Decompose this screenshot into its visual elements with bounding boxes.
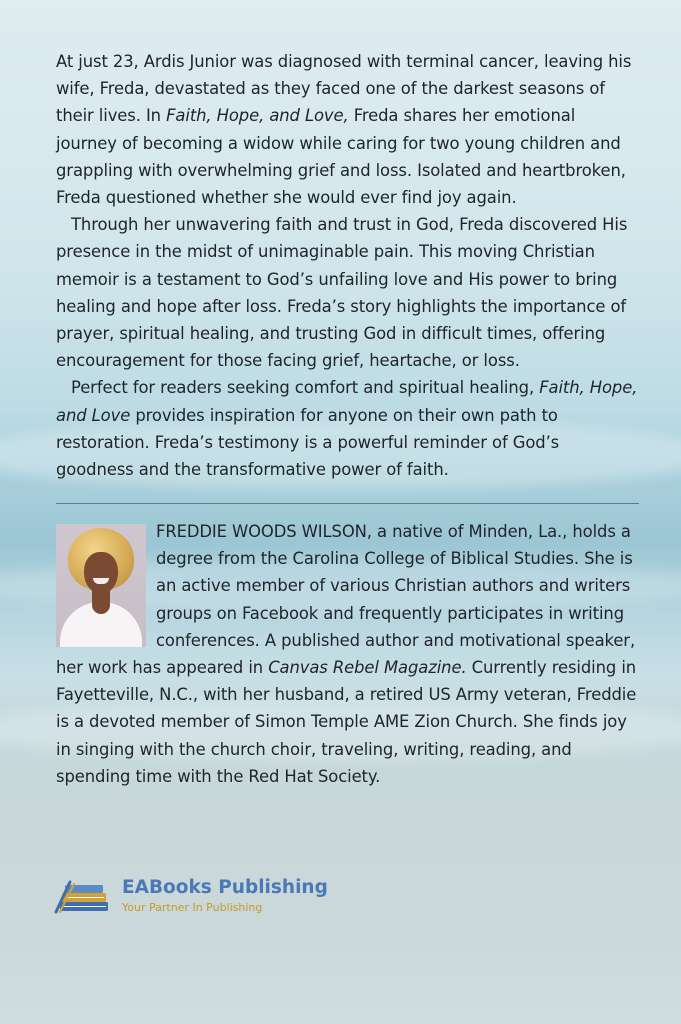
publisher-tagline: Your Partner In Publishing bbox=[122, 901, 263, 914]
author-bio-section bbox=[56, 518, 640, 790]
description-paragraph-1: At just 23, Ardis Junior was diagnosed with terminal cancer, leaving his wife, Freda, devastated as they faced one of the darkest seasons of their lives. In Faith, Hope, and Love, Freda shares her emotional journey of becoming a widow while caring for two young children and grappling with overwhelming grief and loss. Isolated and heartbroken, Freda questioned whether she would ever find joy again. bbox=[56, 52, 632, 208]
description-paragraph-3: Perfect for readers seeking comfort and spiritual healing, Faith, Hope, and Love provides inspiration for anyone on their own path to restoration. Freda’s testimony is a powerful reminder of God’s goodness and the transformative power of faith. bbox=[56, 378, 638, 480]
book-description bbox=[56, 48, 640, 483]
book-title-italic: Faith, Hope, and Love, bbox=[166, 106, 349, 126]
section-divider bbox=[56, 503, 639, 504]
description-paragraph-2: Through her unwavering faith and trust in God, Freda discovered His presence in the midst of unimaginable pain. This moving Christian memoir is a testament to God’s unfailing love and His power to bring healing and hope after loss. Freda’s story highlights the importance of prayer, spiritual healing, and trusting God in difficult times, offering encouragement for those facing grief, heartache, or loss. bbox=[56, 215, 628, 371]
publisher-logo bbox=[52, 874, 328, 918]
author-photo bbox=[56, 524, 146, 647]
book-title-italic: Canvas Rebel Magazine. bbox=[268, 658, 467, 678]
publisher-name: EABooks Publishing bbox=[122, 877, 328, 898]
author-bio: FREDDIE WOODS WILSON, a native of Minden, La., holds a degree from the Carolina College of Biblical Studies. She is an active member of various Christian authors and writers groups on Facebook and frequently participates in writing conferences. A published author and motivational speaker, her work has appeared in Canvas Rebel Magazine. Currently residing in Fayetteville, N.C., with her husband, a retired US Army veteran, Freddie is a devoted member of Simon Temple AME Zion Church. She finds joy in singing with the church choir, traveling, writing, reading, and spending time with the Red Hat Society. bbox=[56, 522, 637, 786]
book-title-italic: Faith, Hope, and Love bbox=[56, 378, 638, 425]
books-icon bbox=[52, 876, 116, 916]
